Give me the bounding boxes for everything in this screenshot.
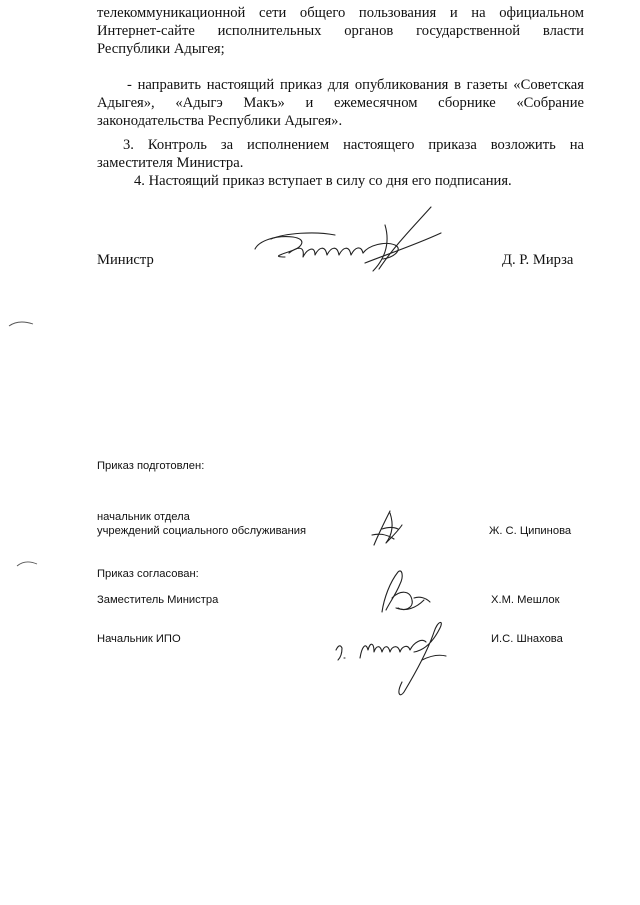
- text-line: 4. Настоящий приказ вступает в силу со дня его подписания.: [134, 173, 512, 189]
- signer-position: Министр: [97, 252, 154, 268]
- text-line: Республики Адыгея;: [97, 41, 225, 57]
- agreed-role: Заместитель Министра: [97, 594, 219, 606]
- deputy-signature: [376, 568, 436, 618]
- text-line: Интернет-сайте исполнительных органов государственной власти: [97, 23, 584, 39]
- prepared-heading: Приказ подготовлен:: [97, 460, 205, 472]
- agreed-role: Начальник ИПО: [97, 633, 181, 645]
- margin-mark: [8, 320, 34, 328]
- prepared-role-line1: начальник отдела: [97, 511, 190, 523]
- minister-signature: [245, 205, 445, 275]
- agreed-name: И.С. Шнахова: [491, 633, 563, 645]
- prepared-role-line2: учреждений социального обслуживания: [97, 525, 307, 537]
- signer-name: Д. Р. Мирза: [502, 252, 574, 268]
- text-line: заместителя Министра.: [97, 155, 244, 171]
- text-line: телекоммуникационной сети общего пользования и на официальном: [97, 5, 584, 21]
- ipo-signature: [330, 620, 450, 700]
- text-line: 3. Контроль за исполнением настоящего приказа возложить на: [123, 137, 584, 153]
- paragraph-publication-newspapers: [97, 76, 584, 130]
- agreed-name: Х.М. Мешлок: [491, 594, 560, 606]
- text-line: законодательства Республики Адыгея».: [97, 113, 343, 129]
- prepared-name: Ж. С. Ципинова: [489, 525, 572, 537]
- agreed-heading: Приказ согласован:: [97, 568, 199, 580]
- prepared-signature: [368, 505, 408, 547]
- paragraph-control: [97, 136, 584, 172]
- text-line: Адыгея», «Адыгэ Макъ» и ежемесячном сборнике «Собрание: [97, 95, 584, 111]
- paragraph-effective: [97, 172, 584, 190]
- paragraph-publication-internet: [97, 4, 584, 58]
- text-line: - направить настоящий приказ для опубликования в газеты «Советская: [127, 77, 584, 93]
- margin-mark: [16, 560, 38, 568]
